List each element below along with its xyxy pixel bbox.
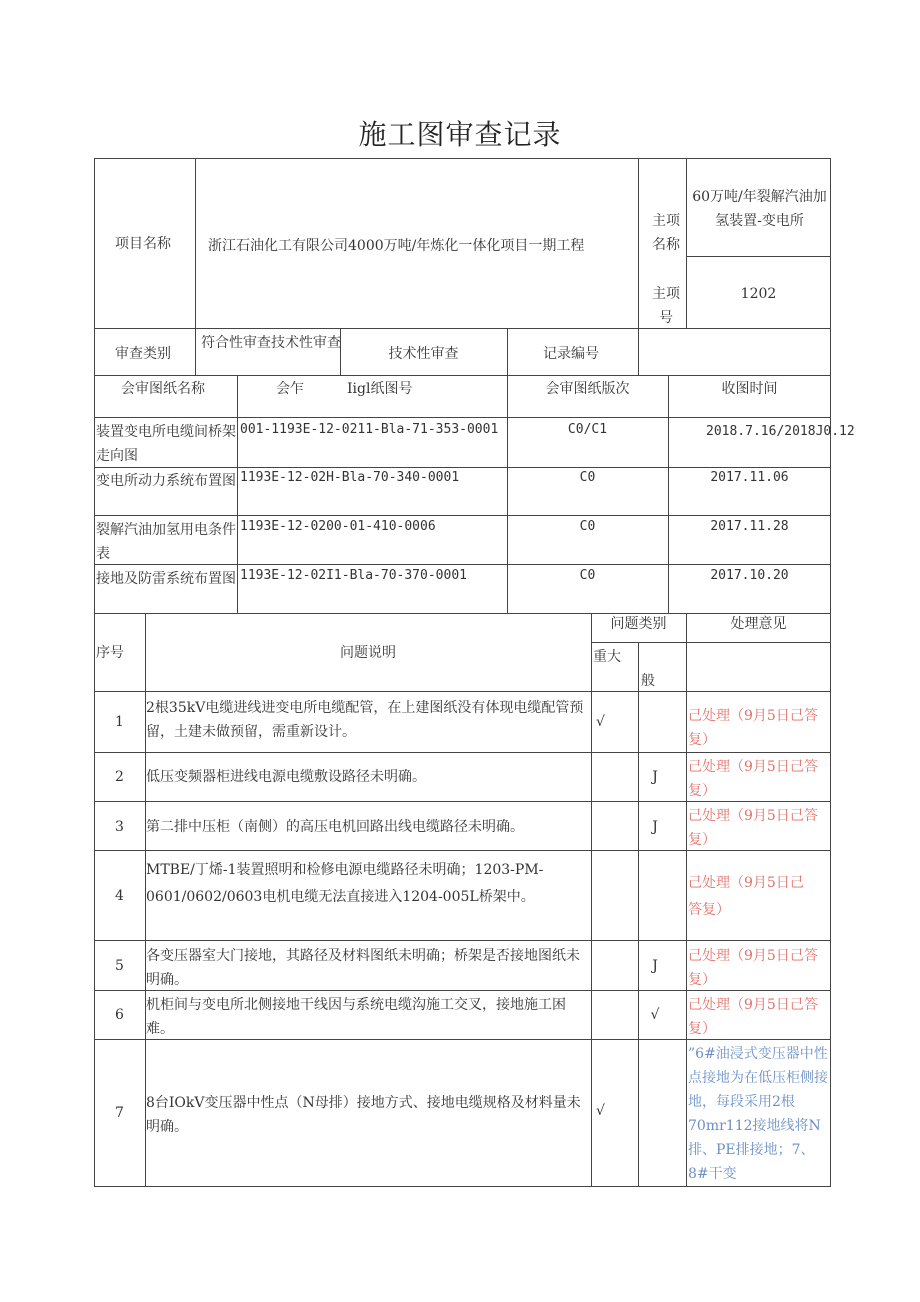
drawing-revision: C0 (579, 519, 596, 534)
col-divider (638, 642, 639, 1187)
issue-major-mark: √ (596, 714, 605, 730)
issue-general-mark: J (652, 819, 658, 835)
issue-seq: 6 (115, 1007, 124, 1023)
col-divider (237, 375, 238, 613)
review-type-value: 技术性审查 (388, 346, 459, 362)
drawing-number-header: Iigl纸图号 (347, 381, 413, 397)
main-item-name: 60万吨/年裂解汽油加氢装置-变电所 (692, 189, 827, 229)
project-name-label: 项目名称 (115, 236, 171, 252)
drawing-received-date: 2017.11.06 (710, 470, 789, 485)
drawing-number: 001-1193E-12-0211-Bla-71-353-0001 (240, 422, 499, 437)
review-type-label: 审查类别 (115, 346, 171, 362)
col-divider (591, 613, 592, 1187)
drawing-received-header: 收图时间 (721, 381, 778, 397)
main-item-no: 1202 (740, 286, 777, 302)
main-item-no-label: 主项号 (652, 286, 680, 326)
row-divider (94, 328, 831, 329)
row-divider (94, 375, 831, 376)
issue-opinion: 己处理（9月5日己答复） (688, 708, 818, 748)
issue-seq: 2 (115, 769, 124, 785)
issue-description: 第二排中压柜（南侧）的高压电机回路出线电缆路径未明确。 (146, 819, 524, 835)
issue-opinion: 己处理（9月5日己答复） (688, 948, 818, 988)
main-item-name-label: 主项名称 (652, 213, 680, 253)
drawing-revision: C0 (579, 568, 596, 583)
opinion-header: 处理意见 (730, 616, 787, 632)
row-divider (591, 642, 831, 643)
row-divider (94, 691, 831, 692)
issue-opinion: ”6#油浸式变压器中性点接地为在低压柜侧接地，每段采用2根70mr112接地线将N排、PE排接地；7、8#干变 (688, 1046, 828, 1182)
issue-seq: 4 (115, 888, 124, 904)
row-divider (94, 940, 831, 941)
major-header: 重大 (593, 649, 621, 665)
issue-seq: 3 (115, 819, 124, 835)
row-divider (94, 752, 831, 753)
review-type-options: 符合性审查技术性审查 (201, 335, 341, 351)
description-header: 问题说明 (340, 645, 396, 661)
seq-header: 序号 (96, 645, 124, 661)
record-no-label: 记录编号 (543, 346, 599, 362)
col-divider (195, 158, 196, 375)
drawing-number: 1193E-12-02H-Bla-70-340-0001 (240, 470, 460, 485)
issue-description: 2根35kV电缆进线进变电所电缆配管，在上建图纸没有体现电缆配管预留，土建未做预留，需重新设计。 (146, 700, 584, 740)
drawing-received-date: 2018.7.16/2018J0.12 (706, 424, 855, 439)
drawing-number: 1193E-12-0200-01-410-0006 (240, 519, 436, 534)
drawing-short-header: 会乍 (276, 381, 304, 397)
row-divider (686, 256, 831, 257)
issue-opinion: 己处理（9月5日己答复） (688, 808, 818, 848)
issue-seq: 7 (115, 1105, 124, 1121)
issue-general-mark: J (652, 769, 658, 785)
col-divider (507, 328, 508, 375)
issue-general-mark: J (652, 958, 658, 974)
issue-general-mark: √ (650, 1007, 660, 1023)
col-divider (686, 613, 687, 1187)
category-header: 问题类别 (610, 616, 667, 632)
drawing-revision: C0 (579, 470, 596, 485)
drawing-name: 装置变电所电缆间桥架走向图 (96, 424, 236, 464)
col-divider (638, 158, 639, 375)
issue-description: 各变压器室大门接地，其路径及材料图纸未明确；桥架是否接地图纸未明确。 (146, 948, 580, 988)
issue-opinion: 己处理（9月5日己答复） (688, 759, 818, 799)
page-title: 施工图审查记录 (358, 118, 562, 151)
project-name: 浙江石油化工有限公司4000万吨/年炼化一体化项目一期工程 (208, 238, 585, 254)
drawing-revision-header: 会审图纸版次 (545, 381, 630, 397)
issue-seq: 5 (115, 958, 124, 974)
issue-opinion: 己处理（9月5日己答复） (688, 997, 818, 1037)
issue-seq: 1 (115, 714, 124, 730)
issue-description: 低压变频器柜进线电源电缆敷设路径未明确。 (146, 769, 426, 785)
drawing-number: 1193E-12-02I1-Bla-70-370-0001 (240, 568, 467, 583)
issue-description: 机柜间与变电所北侧接地干线因与系统电缆沟施工交叉，接地施工困难。 (146, 997, 566, 1037)
issue-major-mark: √ (596, 1103, 605, 1119)
general-header: 般 (641, 673, 655, 689)
drawing-name: 接地及防雷系统布置图 (96, 571, 236, 587)
issue-description: 8台IOkV变压器中性点（N母排）接地方式、接地电缆规格及材料量未明确。 (146, 1095, 581, 1135)
issue-opinion: 己处理（9月5日己答复） (688, 875, 804, 918)
drawing-received-date: 2017.11.28 (710, 519, 789, 534)
drawing-name-header: 会审图纸名称 (121, 381, 205, 397)
drawing-received-date: 2017.10.20 (710, 568, 789, 583)
drawing-revision: C0/C1 (567, 422, 608, 437)
drawing-name: 裂解汽油加氢用电条件表 (96, 522, 236, 562)
issue-description: MTBE/丁烯-1装置照明和检修电源电缆路径未明确；1203-PM-0601/0602/0603电机电缆无法直接进入1204-005L桥架中。 (146, 862, 544, 905)
drawing-name: 变电所动力系统布置图 (96, 473, 236, 489)
